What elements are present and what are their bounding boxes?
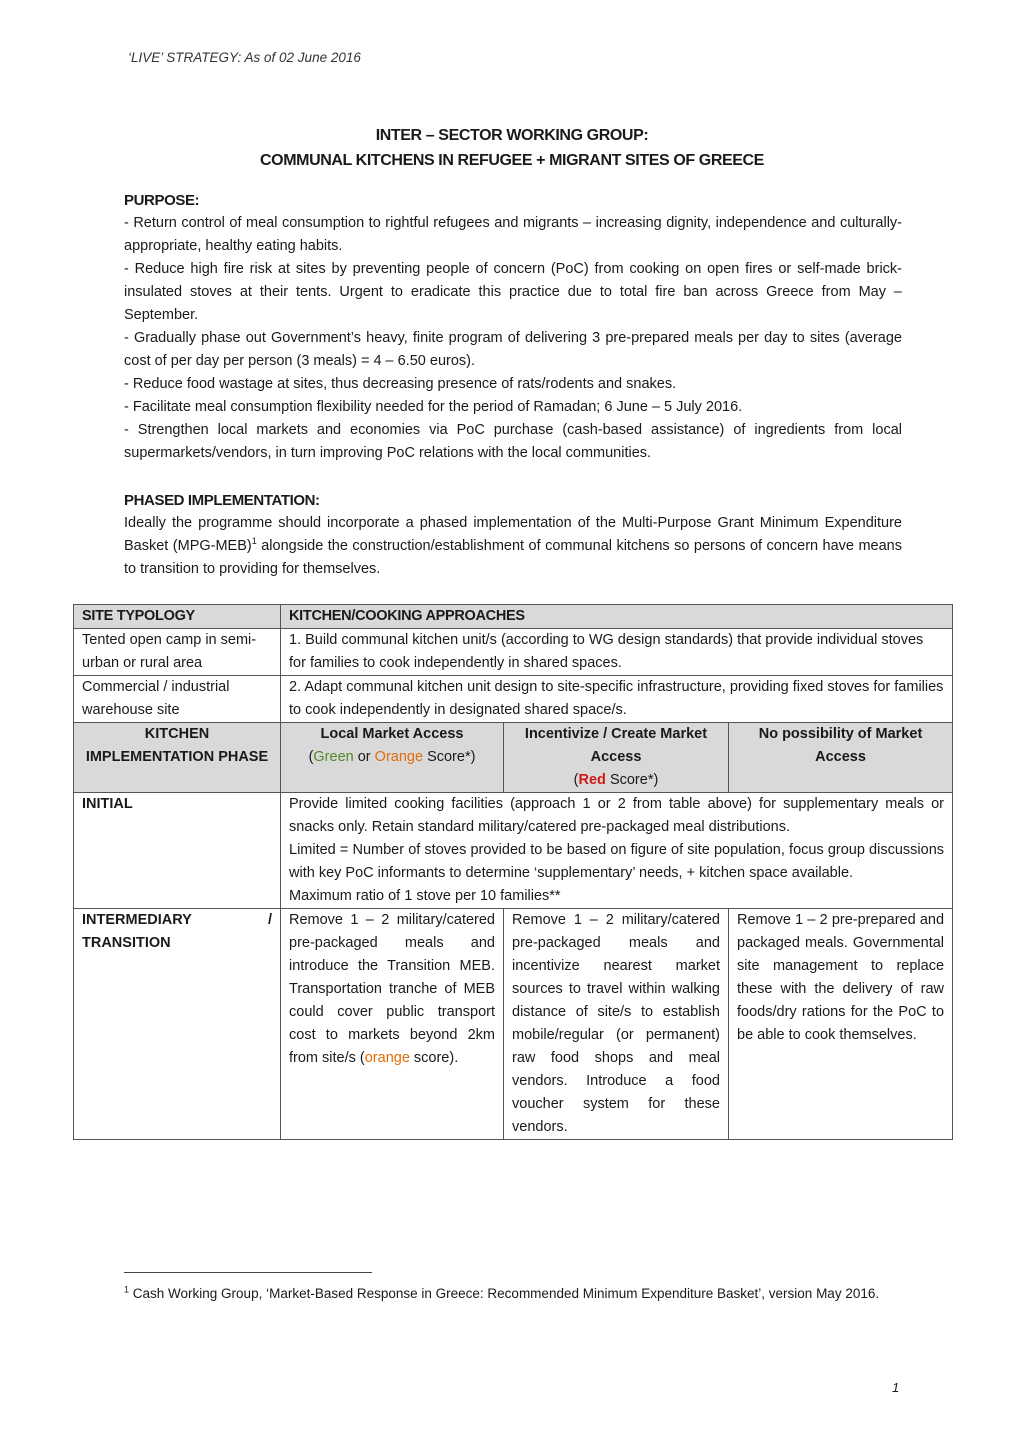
footnote-text: Cash Working Group, ‘Market-Based Response in Greece: Recommended Minimum Expenditure Basket’, version May 2016.	[129, 1286, 880, 1301]
orange-label: Orange	[374, 749, 424, 765]
intermediary-incentivize-cell: Remove 1 – 2 military/catered pre-packaged meals and incentivize nearest market sources to travel within walking distance of site/s to establish mobile/regular (or permanent) raw food shops and meal vendors. Introduce a food voucher system for these vendors.	[504, 909, 729, 1140]
site-typology-header: SITE TYPOLOGY	[74, 605, 281, 629]
intermediary-no-market-cell: Remove 1 – 2 pre-prepared and packaged meals. Governmental site management to replace these with the delivery of raw foods/dry rations for the PoC to be able to cook themselves.	[729, 909, 953, 1140]
footnote	[124, 1283, 884, 1304]
kitchen-approach-table	[73, 604, 953, 1140]
initial-phase-cell	[281, 793, 953, 909]
table-row	[74, 909, 953, 1140]
purpose-item: - Reduce food wastage at sites, thus decreasing presence of rats/rodents and snakes.	[124, 376, 677, 392]
document-title-line2: COMMUNAL KITCHENS IN REFUGEE + MIGRANT SITES OF GREECE	[260, 152, 764, 169]
table-row	[74, 629, 953, 676]
purpose-item: - Reduce high fire risk at sites by preventing people of concern (PoC) from cooking on open fires or self-made brick-insulated stoves at their tents. Urgent to eradicate this practice due to total fire ban across Greece from May – September.	[124, 261, 902, 323]
phased-paragraph	[124, 512, 902, 581]
initial-paragraph: Provide limited cooking facilities (approach 1 or 2 from table above) for supplementary meals or snacks only. Retain standard military/catered pre-packaged meal distributions.	[289, 796, 945, 835]
footnote-marker: 1	[124, 1284, 130, 1295]
purpose-item: - Strengthen local markets and economies via PoC purchase (cash-based assistance) of ingredients from local supermarkets/vendors, in turn improving PoC relations with the local communities.	[124, 422, 902, 461]
purpose-section	[124, 189, 902, 465]
purpose-item: - Gradually phase out Government’s heavy, finite program of delivering 3 pre-prepared meals per day to sites (average cost of per day per person (3 meals) = 4 – 6.50 euros).	[124, 330, 902, 369]
initial-paragraph: Maximum ratio of 1 stove per 10 families**	[289, 888, 561, 904]
local-market-header: Local Market Access (Green or Orange Score*)	[281, 723, 504, 793]
no-market-header: No possibility of Market Access	[729, 723, 953, 793]
table-header-row	[74, 605, 953, 629]
purpose-item: - Return control of meal consumption to rightful refugees and migrants – increasing dignity, independence and culturally-appropriate, healthy eating habits.	[124, 215, 902, 254]
approach-cell: 2. Adapt communal kitchen unit design to site-specific infrastructure, providing fixed stoves for families to cook independently in designated shared space/s.	[281, 676, 953, 723]
purpose-item: - Facilitate meal consumption flexibility needed for the period of Ramadan; 6 June – 5 July 2016.	[124, 399, 743, 415]
approaches-header: KITCHEN/COOKING APPROACHES	[281, 605, 953, 629]
phase-header-row	[74, 723, 953, 793]
green-label: Green	[313, 749, 354, 765]
footnote-separator	[124, 1272, 372, 1273]
intermediary-phase-label: INTERMEDIARY / TRANSITION	[74, 909, 281, 1140]
phase-header: KITCHEN IMPLEMENTATION PHASE	[74, 723, 281, 793]
site-type-cell: Tented open camp in semi-urban or rural area	[74, 629, 281, 676]
phased-section	[124, 489, 902, 581]
phased-text-before: Ideally the programme should incorporate a phased implementation of the Multi-Purpose Grant Minimum Expenditure Basket (MPG-MEB)	[124, 515, 902, 554]
phased-heading: PHASED IMPLEMENTATION:	[124, 492, 320, 509]
approach-cell: 1. Build communal kitchen unit/s (according to WG design standards) that provide individual stoves for families to cook independently in shared spaces.	[281, 629, 953, 676]
initial-phase-label: INITIAL	[74, 793, 281, 909]
table-row	[74, 793, 953, 909]
phased-text-after: alongside the construction/establishment of communal kitchens so persons of concern have means to transition to providing for themselves.	[124, 538, 902, 577]
intermediary-local-cell: Remove 1 – 2 military/catered pre-packaged meals and introduce the Transition MEB. Transportation tranche of MEB could cover public transport cost to markets beyond 2km from site/s (orange score).	[281, 909, 504, 1140]
header-note: ‘LIVE’ STRATEGY: As of 02 June 2016	[128, 50, 361, 65]
site-type-cell: Commercial / industrial warehouse site	[74, 676, 281, 723]
document-title-line1: INTER – SECTOR WORKING GROUP:	[375, 127, 649, 144]
purpose-heading: PURPOSE:	[124, 192, 200, 209]
footnote-ref[interactable]: 1	[251, 536, 257, 547]
incentivize-header: Incentivize / Create Market Access (Red Score*)	[504, 723, 729, 793]
red-label: Red	[578, 772, 606, 788]
table-row	[74, 676, 953, 723]
page-number: 1	[892, 1380, 900, 1395]
initial-paragraph: Limited = Number of stoves provided to be based on figure of site population, focus group discussions with key PoC informants to determine ‘supplementary’ needs, + kitchen space available.	[289, 842, 945, 881]
